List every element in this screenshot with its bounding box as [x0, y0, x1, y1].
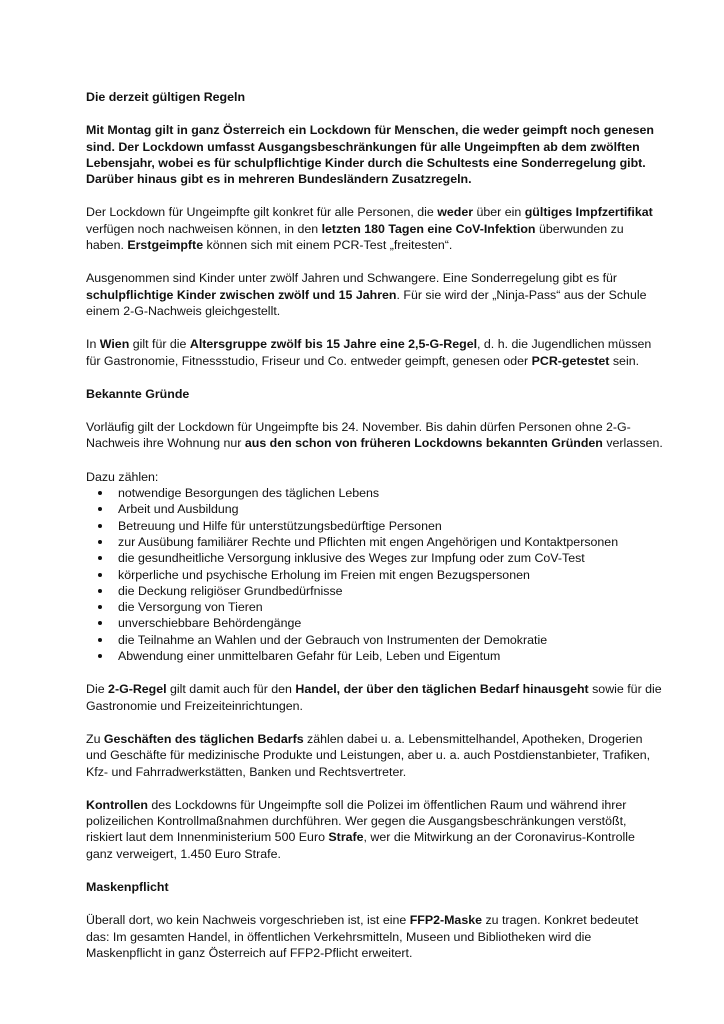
document-body: [86, 89, 664, 978]
text: Vorläufig gilt der Lockdown für Ungeimpfte bis 24. November. Bis dahin dürfen Personen ohne 2-G-Nachweis ihre Wohnung nur: [86, 420, 631, 451]
heading-mask-requirement: Maskenpflicht: [86, 879, 169, 894]
bold-text: gültiges Impfzertifikat: [524, 205, 653, 220]
list-item: körperliche und psychische Erholung im Freien mit engen Bezugspersonen: [118, 567, 664, 583]
list-item: die Teilnahme an Wahlen und der Gebrauch von Instrumenten der Demokratie: [118, 632, 664, 648]
intro-paragraph: Mit Montag gilt in ganz Österreich ein Lockdown für Menschen, die weder geimpft noch genesen sind. Der Lockdown umfasst Ausgangsbeschränkungen für alle Ungeimpften ab dem zwölften Lebensjahr, wobei es für schulpflichtige Kinder durch die Schultests eine Sonderregelung gibt. Darüber hinaus gibt es in mehreren Bundesländern Zusatzregeln.: [86, 123, 654, 187]
bold-text: Strafe: [328, 830, 364, 845]
text: überwunden zu haben.: [86, 221, 624, 253]
text: über ein: [473, 205, 525, 220]
bold-text: FFP2-Maske: [409, 913, 482, 928]
bold-text: Erstgeimpfte: [127, 238, 204, 253]
bold-text: Geschäften des täglichen Bedarfs: [103, 731, 304, 746]
text: Die: [86, 682, 109, 697]
list-item: die Deckung religiöser Grundbedürfnisse: [118, 583, 664, 599]
bold-text: Altersgruppe zwölf bis 15 Jahre eine 2,5-G-Regel: [189, 337, 478, 352]
paragraph-daily-needs-shops: [86, 731, 664, 780]
bold-text: letzten 180 Tagen eine CoV-Infektion: [321, 221, 536, 236]
reasons-section: [86, 469, 664, 665]
paragraph-controls: [86, 797, 664, 862]
text: verfügen noch nachweisen können, in den: [86, 221, 322, 236]
text: gilt damit auch für den: [166, 682, 296, 697]
text: Der Lockdown für Ungeimpfte gilt konkret für alle Personen, die: [86, 205, 438, 220]
list-item: unverschiebbare Behördengänge: [118, 615, 664, 631]
paragraph-until-date: [86, 419, 664, 452]
list-intro: Dazu zählen:: [86, 469, 159, 484]
list-item: notwendige Besorgungen des täglichen Lebens: [118, 485, 664, 501]
text: verlassen.: [602, 436, 663, 451]
bold-text: Kontrollen: [86, 797, 148, 812]
text: können sich mit einem PCR-Test „freitesten“.: [203, 238, 453, 253]
bold-text: PCR-getestet: [531, 353, 610, 368]
text: Überall dort, wo kein Nachweis vorgeschrieben ist, ist eine: [86, 913, 410, 928]
list-item: Abwendung einer unmittelbaren Gefahr für Leib, Leben und Eigentum: [118, 648, 664, 664]
list-item: die Versorgung von Tieren: [118, 599, 664, 615]
list-item: Arbeit und Ausbildung: [118, 501, 664, 517]
bold-text: Handel, der über den täglichen Bedarf hinausgeht: [295, 682, 589, 697]
paragraph-2g-rule: [86, 681, 664, 714]
reasons-list: [86, 485, 664, 664]
list-item: die gesundheitliche Versorgung inklusive des Weges zur Impfung oder zum CoV-Test: [118, 550, 664, 566]
text: . Für sie wird der „Ninja-Pass“ aus der Schule einem 2-G-Nachweis gleichgestellt.: [86, 287, 647, 318]
text: Ausgenommen sind Kinder unter zwölf Jahren und Schwangere. Eine Sonderregelung gibt es für: [86, 271, 618, 286]
text: In: [86, 337, 100, 352]
paragraph-ffp2: [86, 912, 664, 961]
text: zu tragen. Konkret bedeutet das: Im gesamten Handel, in öffentlichen Verkehrsmitteln, Museen und Bibliotheken wird die Maskenpflicht in ganz Österreich auf FFP2-Pflicht erweitert.: [86, 913, 639, 960]
text: Zu: [86, 731, 104, 746]
text: , wer die Mitwirkung an der Coronavirus-Kontrolle ganz verweigert, 1.450 Euro Strafe.: [86, 830, 635, 861]
text: sein.: [609, 353, 640, 368]
paragraph-who-affected: [86, 204, 664, 253]
text: des Lockdowns für Ungeimpfte soll die Polizei im öffentlichen Raum und während ihrer polizeilichen Kontrollmaßnahmen durchführen. Wer gegen die Ausgangsbeschränkungen verstößt, riskiert laut dem Innenministerium 500 Euro: [86, 797, 627, 845]
bold-text: schulpflichtige Kinder zwischen zwölf und 15 Jahren: [86, 287, 397, 302]
bold-text: Wien: [99, 337, 130, 352]
heading-known-reasons: Bekannte Gründe: [86, 386, 190, 401]
text: , d. h. die Jugendlichen müssen für Gastronomie, Fitnessstudio, Friseur und Co. entweder geimpft, genesen oder: [86, 337, 652, 368]
bold-text: weder: [437, 205, 474, 220]
bold-text: 2-G-Regel: [108, 682, 167, 697]
text: sowie für die Gastronomie und Freizeiteinrichtungen.: [86, 682, 662, 713]
heading-current-rules: Die derzeit gültigen Regeln: [86, 90, 246, 104]
text: gilt für die: [129, 337, 190, 352]
text: zählen dabei u. a. Lebensmittelhandel, Apotheken, Drogerien und Geschäfte für medizinische Produkte und Leistungen, aber u. a. auch Postdienstanbieter, Trafiken, Kfz- und Fahrradwerkstätten, Banken und Rechtsvertreter.: [86, 731, 651, 779]
list-item: zur Ausübung familiärer Rechte und Pflichten mit engen Angehörigen und Kontaktpersonen: [118, 534, 664, 550]
list-item: Betreuung und Hilfe für unterstützungsbedürftige Personen: [118, 518, 664, 534]
bold-text: aus den schon von früheren Lockdowns bekannten Gründen: [244, 436, 603, 451]
paragraph-exceptions: [86, 270, 664, 319]
paragraph-vienna: [86, 336, 664, 369]
